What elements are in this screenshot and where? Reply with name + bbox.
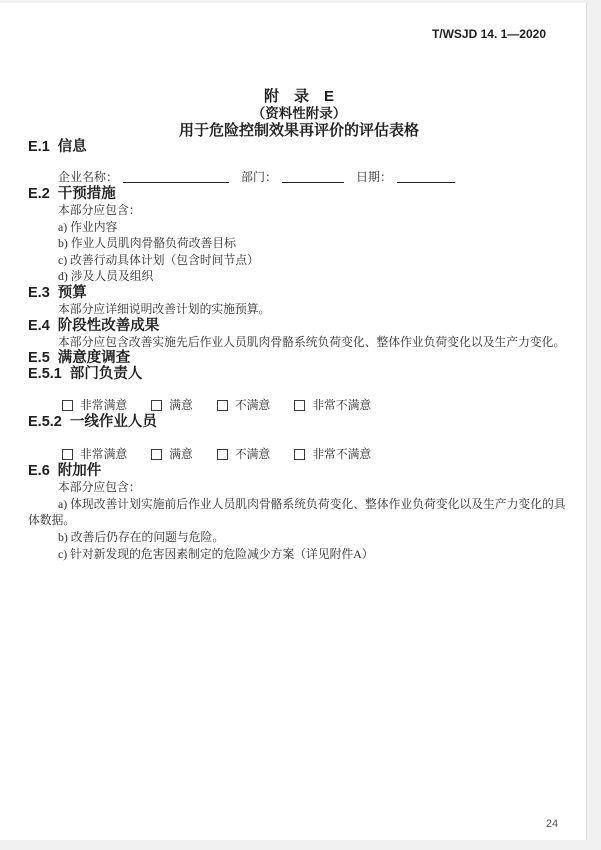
section-number: E.4 [28,317,50,334]
section-body: 本部分应包含改善实施先后作业人员肌肉骨骼系统负荷变化、整体作业负荷变化以及生产力变化。 [58,334,566,349]
section-heading-e5 [28,350,570,366]
department-blank-field[interactable] [282,170,344,183]
section-heading-e4 [28,318,570,334]
page-number: 24 [545,818,559,830]
section-body: 本部分应详细说明改善计划的实施预算。 [58,301,271,316]
option-very-unsatisfied[interactable] [294,446,371,463]
section-number: E.2 [28,186,50,202]
option-satisfied[interactable] [151,446,193,463]
option-unsatisfied[interactable] [217,446,270,463]
section-title: 一线作业人员 [69,414,157,431]
section-title: 干预措施 [57,186,116,202]
appendix-title-line3: 用于危险控制效果再评价的评估表格 [178,122,419,139]
checkbox-icon [151,400,162,411]
option-satisfied[interactable] [151,397,193,414]
department-label: 部门： [241,170,278,184]
appendix-title-line2: （资料性附录） [251,106,347,121]
checkbox-icon [62,449,73,460]
option-label: 非常满意 [80,398,128,413]
option-label: 不满意 [234,447,271,462]
option-label: 非常不满意 [312,398,372,413]
satisfaction-options-department-head [62,397,570,414]
section-title: 预算 [57,284,87,301]
section-intro: 本部分应包含： [58,203,141,217]
section-number: E.5 [28,350,50,367]
date-label: 日期： [356,170,393,184]
section-heading-e2 [28,186,570,202]
section-title: 满意度调查 [57,350,131,367]
checkbox-icon [217,449,228,460]
section-intro: 本部分应包含： [58,480,141,495]
section-number: E.5.2 [28,414,62,431]
checkbox-icon [62,400,73,411]
option-very-satisfied[interactable] [62,446,127,463]
option-label: 满意 [169,447,193,462]
list-item: c) 针对新发现的危害因素制定的危险减少方案（详见附件A） [58,546,374,561]
date-blank-field[interactable] [397,170,455,183]
info-fields-row [58,169,570,186]
section-title: 部门负责人 [69,366,143,383]
checkbox-icon [151,449,162,460]
checkbox-icon [217,400,228,411]
section-number: E.5.1 [28,366,62,383]
section-heading-e6 [28,463,570,479]
checkbox-icon [294,449,305,460]
list-item: b) 改善后仍存在的问题与危险。 [58,529,225,544]
list-item: b) 作业人员肌肉骨骼负荷改善目标 [58,236,236,251]
appendix-title-block [28,88,570,139]
list-item: d) 涉及人员及组织 [58,269,154,284]
satisfaction-options-frontline-workers [62,446,570,463]
option-label: 非常不满意 [312,447,372,462]
checkbox-icon [294,400,305,411]
section-title: 信息 [57,139,87,155]
list-item: c) 改善行动具体计划（包含时间节点） [58,252,259,267]
option-label: 不满意 [234,398,271,413]
option-very-satisfied[interactable] [62,397,127,414]
list-item: a) 作业内容 [58,219,118,234]
section-number: E.3 [28,284,50,301]
option-very-unsatisfied[interactable] [294,397,371,414]
standard-reference: T/WSJD 14. 1—2020 [431,27,546,41]
list-item: a) 体现改善计划实施前后作业人员肌肉骨骼系统负荷变化、整体作业负荷变化以及生产力变化的具体数据。 [28,496,566,528]
section-number: E.6 [28,463,50,480]
section-title: 阶段性改善成果 [57,317,160,334]
company-name-blank-field[interactable] [123,170,229,183]
section-heading-e52 [28,414,570,430]
section-heading-e3 [28,285,570,301]
option-label: 非常满意 [80,447,128,462]
appendix-title-line1: 附 录 E [263,88,334,105]
option-label: 满意 [169,398,193,413]
company-name-label: 企业名称： [58,170,119,184]
document-page [0,3,587,840]
section-title: 附加件 [57,463,102,480]
section-heading-e1 [28,139,570,155]
option-unsatisfied[interactable] [217,397,270,414]
section-heading-e51 [28,366,570,382]
section-number: E.1 [28,139,50,155]
